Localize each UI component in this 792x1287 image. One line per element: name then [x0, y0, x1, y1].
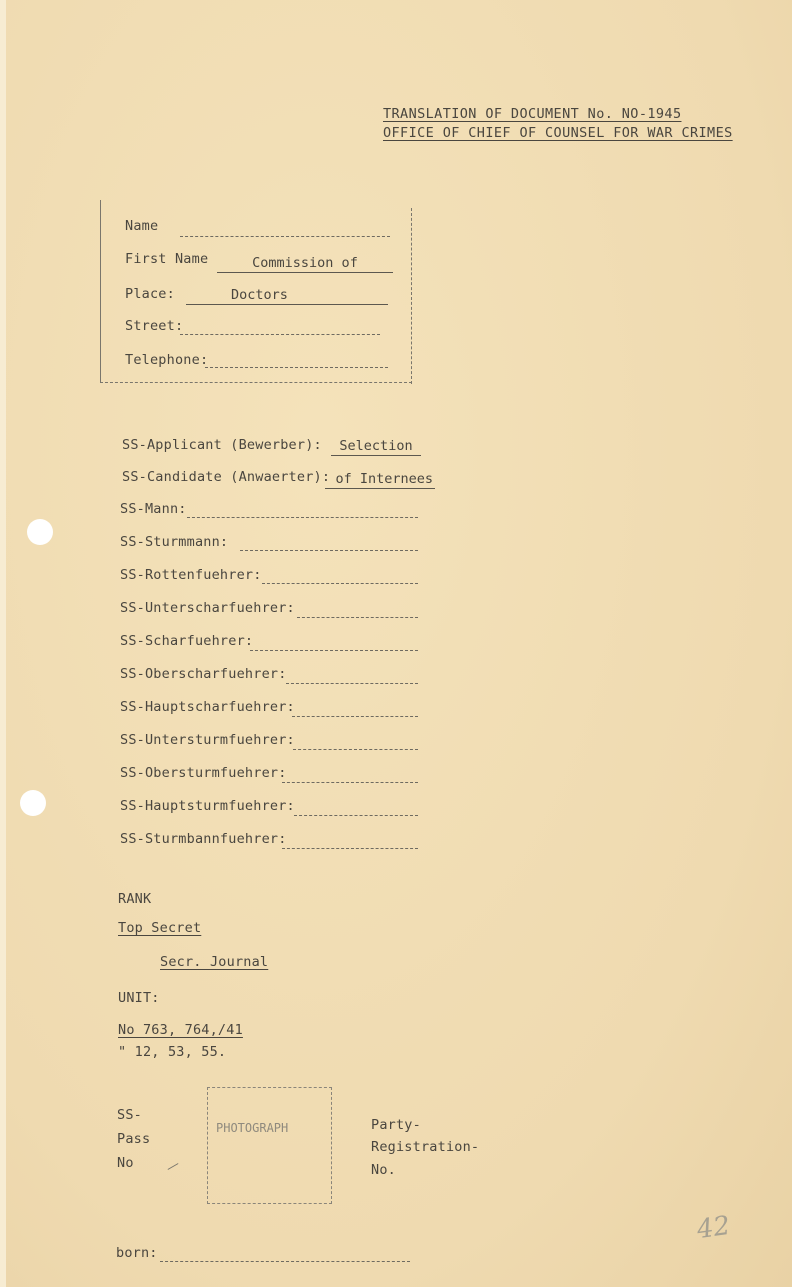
name-line [180, 236, 390, 237]
ss-obersturmfuehrer-line [282, 782, 418, 783]
box-right-border [411, 208, 412, 384]
ss-rottenfuehrer-label: SS-Rottenfuehrer: [120, 567, 262, 583]
ss-pass-label-3: No [117, 1155, 134, 1171]
applicant-value: Selection [331, 438, 421, 456]
ss-obersturmfuehrer-label: SS-Obersturmfuehrer: [120, 765, 287, 781]
ss-scharfuehrer-line [250, 650, 418, 651]
punch-hole-lower [20, 790, 46, 816]
ss-sturmmann-line [240, 550, 418, 551]
ss-unterscharfuehrer-line [297, 617, 418, 618]
ss-mann-line [187, 517, 418, 518]
journal-numbers-line1: No 763, 764,/41 [118, 1022, 243, 1038]
ss-hauptscharfuehrer-line [292, 716, 418, 717]
document-header-office: OFFICE OF CHIEF OF COUNSEL FOR WAR CRIMES [383, 125, 733, 141]
party-registration-label-2: Registration- [371, 1139, 480, 1155]
ss-hauptsturmfuehrer-line [294, 815, 418, 816]
ss-untersturmfuehrer-line [293, 749, 418, 750]
ss-pass-label-2: Pass [117, 1131, 151, 1147]
candidate-label: SS-Candidate (Anwaerter): [122, 469, 331, 485]
first-name-value: Commission of [217, 255, 393, 273]
ss-rottenfuehrer-line [262, 583, 418, 584]
handwritten-page-number: 42 [695, 1210, 733, 1246]
ss-sturmmann-label: SS-Sturmmann: [120, 534, 229, 550]
ss-scharfuehrer-label: SS-Scharfuehrer: [120, 633, 254, 649]
name-label: Name [125, 218, 159, 234]
party-registration-label-1: Party- [371, 1117, 421, 1133]
first-name-label: First Name [125, 251, 209, 267]
ss-sturmbannfuehrer-line [282, 848, 418, 849]
telephone-line [205, 367, 388, 368]
applicant-label: SS-Applicant (Bewerber): [122, 437, 322, 453]
box-bottom-border [100, 382, 412, 383]
candidate-value: of Internees [325, 471, 435, 489]
unit-label: UNIT: [118, 990, 160, 1006]
ss-untersturmfuehrer-label: SS-Untersturmfuehrer: [120, 732, 295, 748]
ss-mann-label: SS-Mann: [120, 501, 187, 517]
secret-journal: Secr. Journal [160, 954, 269, 970]
born-label: born: [116, 1245, 158, 1261]
classification-top-secret: Top Secret [118, 920, 202, 936]
punch-hole-upper [27, 519, 53, 545]
ss-oberscharfuehrer-line [286, 683, 418, 684]
telephone-label: Telephone: [125, 352, 209, 368]
ss-hauptsturmfuehrer-label: SS-Hauptsturmfuehrer: [120, 798, 295, 814]
place-label: Place: [125, 286, 175, 302]
ss-oberscharfuehrer-label: SS-Oberscharfuehrer: [120, 666, 287, 682]
ss-unterscharfuehrer-label: SS-Unterscharfuehrer: [120, 600, 295, 616]
born-line [160, 1261, 410, 1262]
rank-label: RANK [118, 891, 152, 907]
party-registration-label-3: No. [371, 1162, 396, 1178]
document-header-title: TRANSLATION OF DOCUMENT No. NO-1945 [383, 106, 682, 122]
street-line [180, 334, 380, 335]
ss-pass-label-1: SS- [117, 1107, 142, 1123]
ss-hauptscharfuehrer-label: SS-Hauptscharfuehrer: [120, 699, 295, 715]
photograph-label: PHOTOGRAPH [216, 1121, 289, 1135]
box-left-border [100, 200, 101, 382]
ss-sturmbannfuehrer-label: SS-Sturmbannfuehrer: [120, 831, 287, 847]
photograph-box [207, 1087, 332, 1204]
street-label: Street: [125, 318, 184, 334]
place-value: Doctors [186, 287, 388, 305]
journal-numbers-line2: " 12, 53, 55. [118, 1044, 227, 1060]
page-edge [0, 0, 6, 1287]
